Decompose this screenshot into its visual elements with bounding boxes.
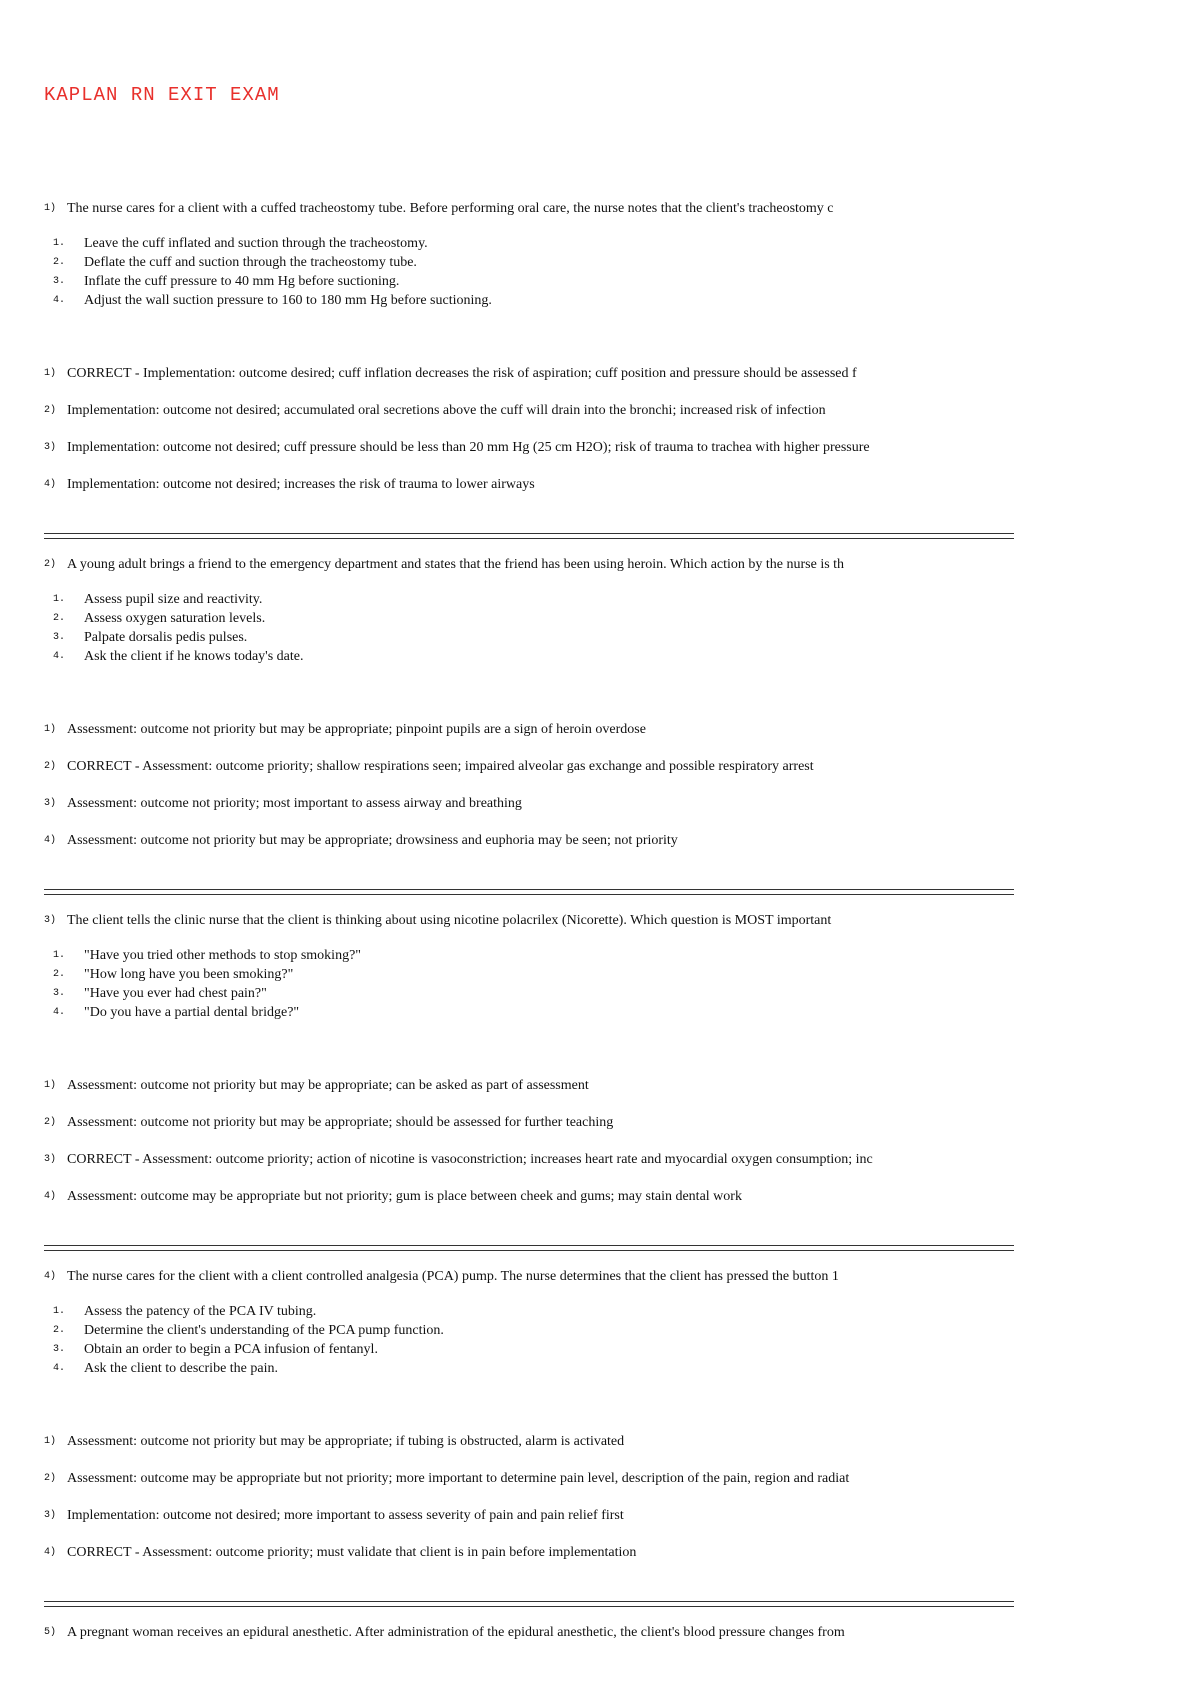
rationale — [44, 1113, 1014, 1132]
rationale-line-number: 4) — [44, 835, 57, 846]
answer-option-text: "How long have you been smoking?" — [84, 967, 294, 982]
rationale-line-number: 1) — [44, 724, 57, 735]
answer-option — [44, 946, 1014, 965]
answer-option-text: Leave the cuff inflated and suction through the tracheostomy. — [84, 236, 428, 251]
rationale-line-number: 1) — [44, 1436, 57, 1447]
rationale — [44, 831, 1014, 850]
answer-option-number: 2. — [53, 969, 66, 980]
rationale-line-number: 2) — [44, 405, 57, 416]
page-title: KAPLAN RN EXIT EXAM — [44, 84, 280, 106]
rationale-line-text: CORRECT - Assessment: outcome priority; shallow respirations seen; impaired alveolar gas exchange and possible respiratory arrest — [67, 759, 814, 774]
rationale-line — [44, 794, 1014, 813]
rationale-line-text: Implementation: outcome not desired; accumulated oral secretions above the cuff will drain into the bronchi; increased risk of infection — [67, 403, 826, 418]
rationale-line — [44, 364, 1014, 383]
answer-option-text: Obtain an order to begin a PCA infusion of fentanyl. — [84, 1342, 378, 1357]
rationale-line-text: Assessment: outcome not priority but may be appropriate; drowsiness and euphoria may be seen; not priority — [67, 833, 678, 848]
rationale-line-text: Assessment: outcome not priority but may be appropriate; if tubing is obstructed, alarm is activated — [67, 1434, 625, 1449]
rationale — [44, 364, 1014, 383]
rationale — [44, 475, 1014, 494]
answer-options — [44, 590, 1014, 666]
answer-option — [44, 609, 1014, 628]
answer-option-number: 4. — [53, 1363, 66, 1374]
section-divider — [44, 1245, 1014, 1251]
answer-option — [44, 1003, 1014, 1022]
rationale — [44, 401, 1014, 420]
rationale — [44, 1469, 1014, 1488]
rationale-line-number: 2) — [44, 1473, 57, 1484]
answer-option — [44, 590, 1014, 609]
rationale-line-text: Assessment: outcome may be appropriate but not priority; gum is place between cheek and gums; may stain dental work — [67, 1189, 742, 1204]
question-stem — [44, 1623, 1014, 1642]
rationale-line-number: 4) — [44, 1547, 57, 1558]
answer-option-number: 1. — [53, 594, 66, 605]
answer-option-text: Inflate the cuff pressure to 40 mm Hg before suctioning. — [84, 274, 400, 289]
question-stem — [44, 1267, 1014, 1286]
rationale-line — [44, 401, 1014, 420]
question-stem-number: 5) — [44, 1627, 57, 1638]
rationale-line-text: CORRECT - Assessment: outcome priority; action of nicotine is vasoconstriction; increases heart rate and myocardial oxygen consumption; inc — [67, 1152, 873, 1167]
rationale-line-number: 3) — [44, 442, 57, 453]
rationale — [44, 1150, 1014, 1169]
rationale-line-text: Implementation: outcome not desired; more important to assess severity of pain and pain relief first — [67, 1508, 624, 1523]
rationale-line — [44, 757, 1014, 776]
rationale-line-number: 2) — [44, 1117, 57, 1128]
question-stem-text: A pregnant woman receives an epidural anesthetic. After administration of the epidural anesthetic, the client's blood pressure changes from — [67, 1625, 845, 1640]
rationale-line-text: Assessment: outcome not priority but may be appropriate; can be asked as part of assessment — [67, 1078, 589, 1093]
rationale-line-number: 4) — [44, 1191, 57, 1202]
section-divider — [44, 889, 1014, 895]
answer-option-text: Palpate dorsalis pedis pulses. — [84, 630, 248, 645]
rationale-line-text: Implementation: outcome not desired; increases the risk of trauma to lower airways — [67, 477, 535, 492]
rationale-line — [44, 1543, 1014, 1562]
question-stem-text: The client tells the clinic nurse that the client is thinking about using nicotine polacrilex (Nicorette). Which question is MOST important — [67, 913, 832, 928]
rationale — [44, 720, 1014, 739]
answer-option-text: Assess oxygen saturation levels. — [84, 611, 266, 626]
rationale-line-text: CORRECT - Assessment: outcome priority; must validate that client is in pain before implementation — [67, 1545, 637, 1560]
question-stem — [44, 555, 1014, 574]
rationale-line — [44, 438, 1014, 457]
rationale-line-text: CORRECT - Implementation: outcome desired; cuff inflation decreases the risk of aspiration; cuff position and pressure should be assessed f — [67, 366, 857, 381]
answer-option-number: 2. — [53, 1325, 66, 1336]
question-stem-number: 1) — [44, 203, 57, 214]
answer-option — [44, 272, 1014, 291]
section-divider — [44, 1601, 1014, 1607]
answer-option — [44, 1359, 1014, 1378]
answer-option — [44, 984, 1014, 1003]
rationale-line-number: 3) — [44, 1154, 57, 1165]
rationale-line-text: Assessment: outcome not priority; most important to assess airway and breathing — [67, 796, 522, 811]
question-stem — [44, 911, 1014, 930]
answer-option-number: 1. — [53, 1306, 66, 1317]
answer-options — [44, 946, 1014, 1022]
answer-option — [44, 234, 1014, 253]
answer-option-text: "Have you tried other methods to stop smoking?" — [84, 948, 361, 963]
question-stem-number: 3) — [44, 915, 57, 926]
rationale-line — [44, 1113, 1014, 1132]
rationale-line — [44, 720, 1014, 739]
answer-option-number: 3. — [53, 988, 66, 999]
answer-option-text: "Have you ever had chest pain?" — [84, 986, 267, 1001]
rationale-line-text: Implementation: outcome not desired; cuff pressure should be less than 20 mm Hg (25 cm H2O); risk of trauma to trachea with higher pressure — [67, 440, 870, 455]
rationale-line — [44, 831, 1014, 850]
question-stem-number: 4) — [44, 1271, 57, 1282]
answer-option-number: 1. — [53, 238, 66, 249]
rationale-line — [44, 1076, 1014, 1095]
answer-option-text: Ask the client if he knows today's date. — [84, 649, 304, 664]
answer-option-number: 4. — [53, 1007, 66, 1018]
answer-option-text: Assess the patency of the PCA IV tubing. — [84, 1304, 317, 1319]
answer-option-text: Ask the client to describe the pain. — [84, 1361, 278, 1376]
rationale-line-number: 1) — [44, 368, 57, 379]
section-divider — [44, 533, 1014, 539]
question-stem — [44, 199, 1014, 218]
rationale — [44, 1543, 1014, 1562]
question-stem-text: The nurse cares for the client with a client controlled analgesia (PCA) pump. The nurse determines that the client has pressed the button 1 — [67, 1269, 839, 1284]
rationale-line — [44, 1506, 1014, 1525]
question-stem-number: 2) — [44, 559, 57, 570]
answer-option-number: 1. — [53, 950, 66, 961]
question-3 — [44, 911, 1014, 930]
answer-option-number: 3. — [53, 632, 66, 643]
answer-option — [44, 1302, 1014, 1321]
answer-option-text: Deflate the cuff and suction through the tracheostomy tube. — [84, 255, 417, 270]
rationale-line-number: 3) — [44, 798, 57, 809]
answer-option-number: 4. — [53, 651, 66, 662]
rationale-line — [44, 1187, 1014, 1206]
rationale-line — [44, 1150, 1014, 1169]
rationale-line-text: Assessment: outcome not priority but may be appropriate; pinpoint pupils are a sign of heroin overdose — [67, 722, 646, 737]
rationale-line-number: 2) — [44, 761, 57, 772]
question-1 — [44, 199, 1014, 218]
rationale-line — [44, 1432, 1014, 1451]
answer-option-text: Assess pupil size and reactivity. — [84, 592, 263, 607]
question-5 — [44, 1623, 1014, 1642]
rationale-line — [44, 475, 1014, 494]
answer-option-text: Determine the client's understanding of the PCA pump function. — [84, 1323, 444, 1338]
answer-option — [44, 965, 1014, 984]
answer-option — [44, 253, 1014, 272]
rationale-line — [44, 1469, 1014, 1488]
answer-option-number: 3. — [53, 276, 66, 287]
answer-options — [44, 234, 1014, 310]
rationale — [44, 1187, 1014, 1206]
answer-option — [44, 1340, 1014, 1359]
answer-option-number: 2. — [53, 257, 66, 268]
rationale-line-number: 1) — [44, 1080, 57, 1091]
answer-option — [44, 1321, 1014, 1340]
rationale-line-text: Assessment: outcome not priority but may be appropriate; should be assessed for further teaching — [67, 1115, 614, 1130]
rationale-line-number: 4) — [44, 479, 57, 490]
answer-option — [44, 628, 1014, 647]
answer-option-number: 2. — [53, 613, 66, 624]
answer-option — [44, 291, 1014, 310]
rationale — [44, 1432, 1014, 1451]
rationale-line-text: Assessment: outcome may be appropriate but not priority; more important to determine pain level, description of the pain, region and radiat — [67, 1471, 850, 1486]
rationale — [44, 757, 1014, 776]
answer-option-number: 3. — [53, 1344, 66, 1355]
rationale — [44, 1076, 1014, 1095]
question-stem-text: A young adult brings a friend to the emergency department and states that the friend has been using heroin. Which action by the nurse is th — [67, 557, 845, 572]
question-2 — [44, 555, 1014, 574]
answer-options — [44, 1302, 1014, 1378]
question-stem-text: The nurse cares for a client with a cuffed tracheostomy tube. Before performing oral care, the nurse notes that the client's tracheostomy c — [67, 201, 834, 216]
rationale — [44, 438, 1014, 457]
answer-option-text: "Do you have a partial dental bridge?" — [84, 1005, 300, 1020]
rationale — [44, 1506, 1014, 1525]
question-4 — [44, 1267, 1014, 1286]
answer-option — [44, 647, 1014, 666]
rationale — [44, 794, 1014, 813]
rationale-line-number: 3) — [44, 1510, 57, 1521]
answer-option-number: 4. — [53, 295, 66, 306]
answer-option-text: Adjust the wall suction pressure to 160 to 180 mm Hg before suctioning. — [84, 293, 492, 308]
